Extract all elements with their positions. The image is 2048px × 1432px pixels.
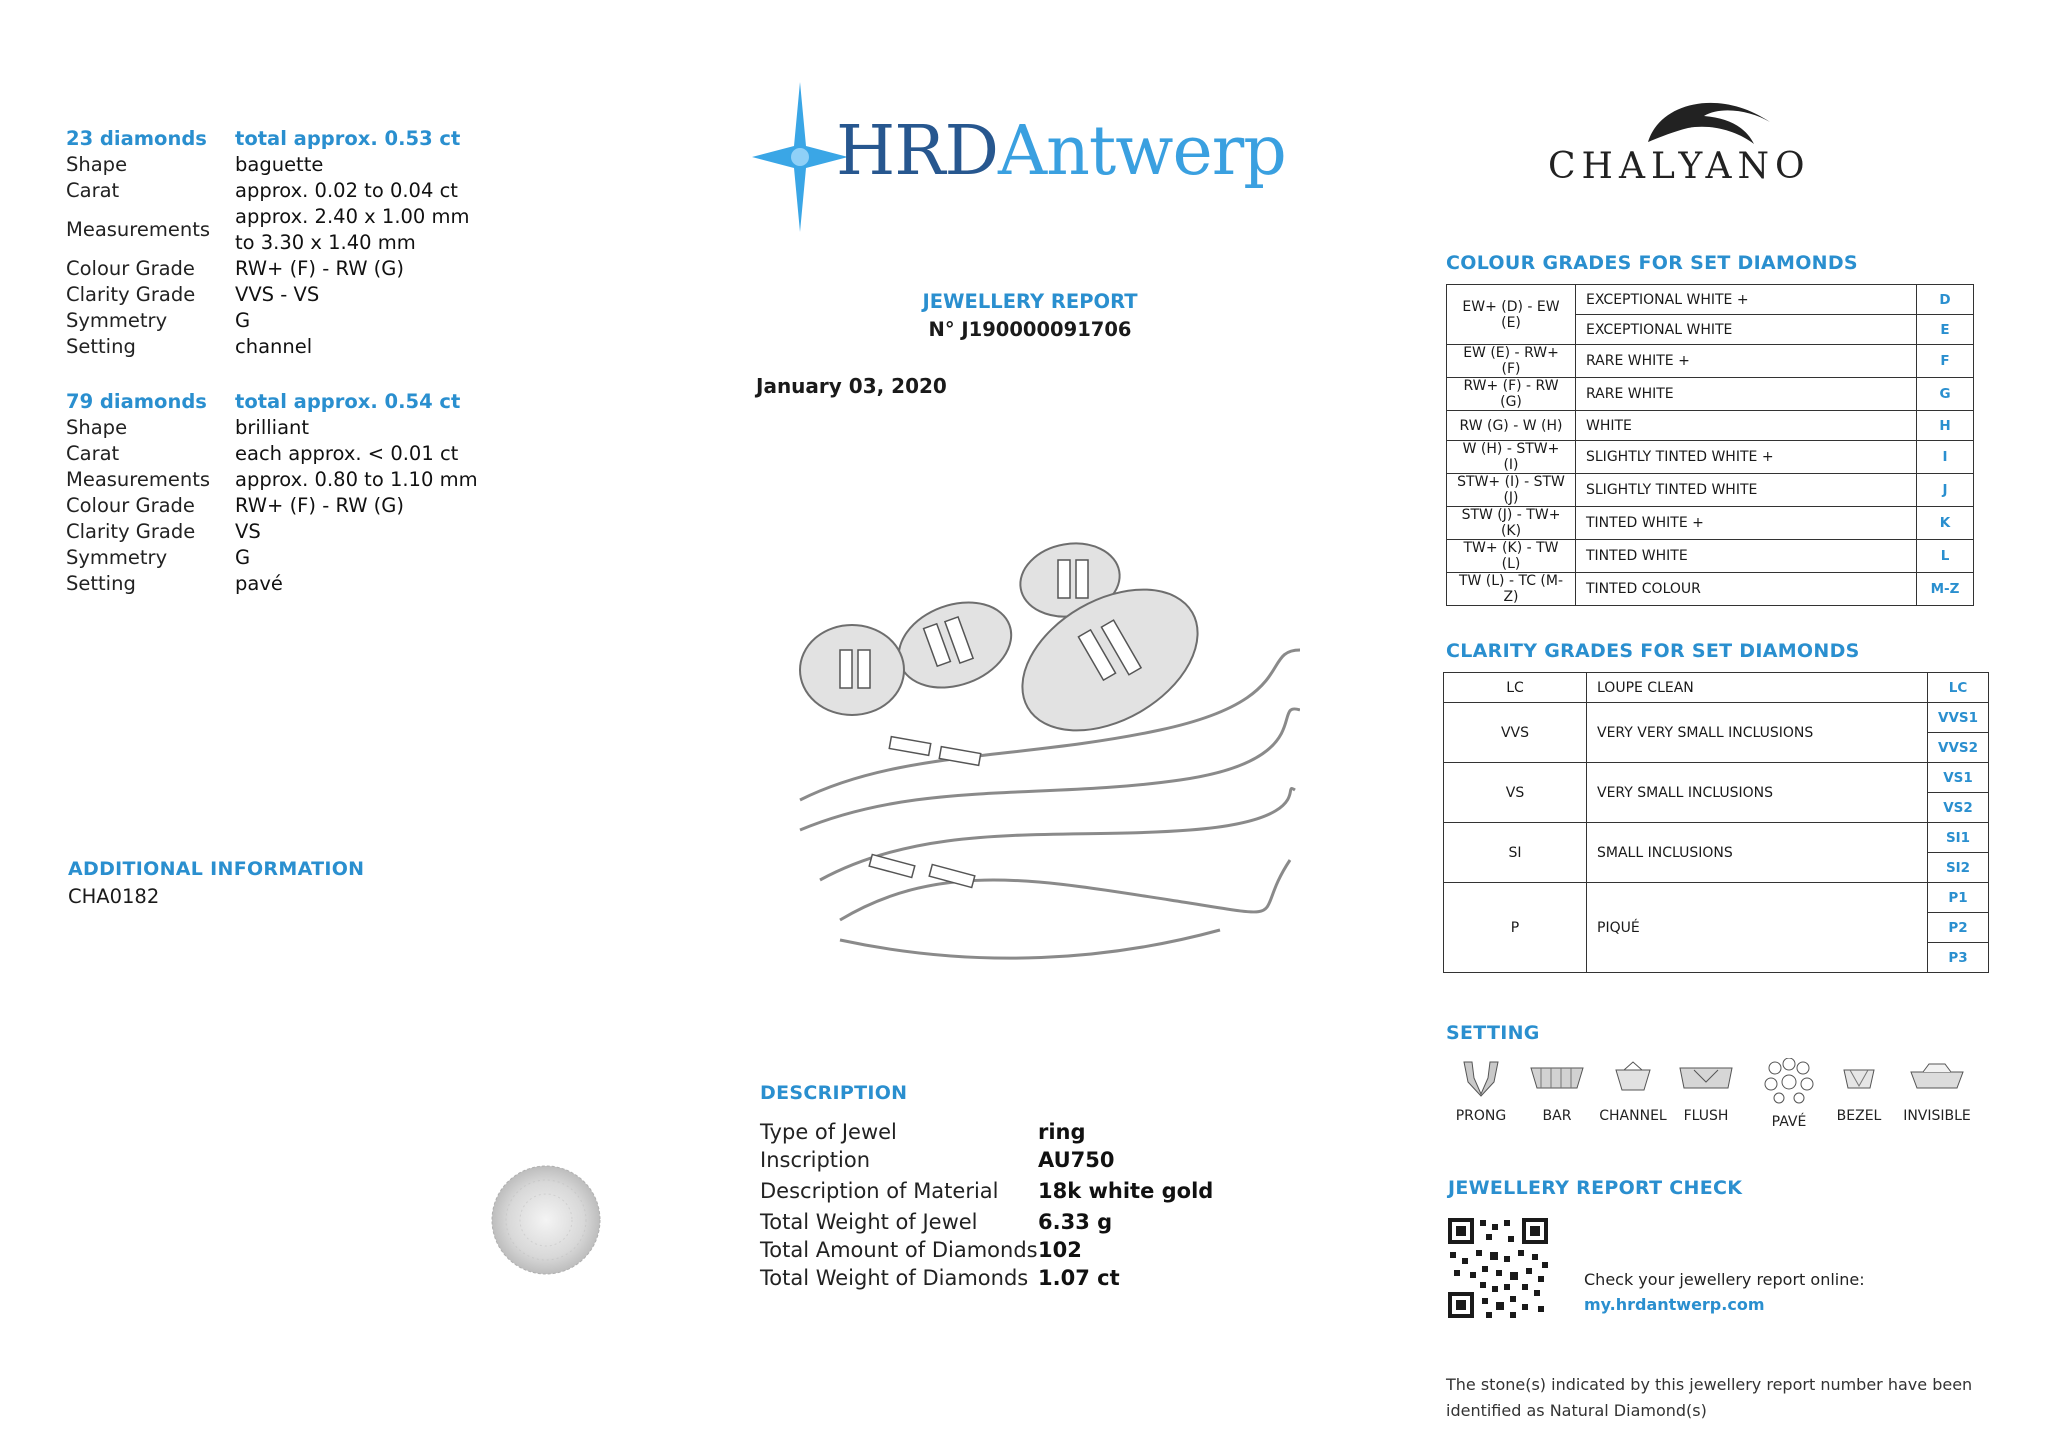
spec-value: brilliant <box>235 416 310 439</box>
colour-desc: SLIGHTLY TINTED WHITE + <box>1576 441 1917 474</box>
clarity-symbol: P3 <box>1928 943 1989 973</box>
clarity-symbol: P2 <box>1928 913 1989 943</box>
clarity-symbol: P1 <box>1928 883 1989 913</box>
clarity-code: SI <box>1444 823 1587 883</box>
clarity-desc: PIQUÉ <box>1587 883 1928 973</box>
clarity-code: LC <box>1444 673 1587 703</box>
spec-label: Measurements <box>66 468 211 491</box>
colour-code: STW (J) - TW+ (K) <box>1447 507 1576 540</box>
clarity-desc: VERY VERY SMALL INCLUSIONS <box>1587 703 1928 763</box>
description-value: ring <box>1038 1120 1086 1144</box>
spec-label: Symmetry <box>66 546 168 569</box>
spec-value: VVS - VS <box>235 283 320 306</box>
description-value: 6.33 g <box>1038 1210 1113 1234</box>
report-number: N° J190000091706 <box>928 318 1132 341</box>
setting-label: INVISIBLE <box>1903 1108 1971 1124</box>
description-label: Total Weight of Jewel <box>760 1210 978 1234</box>
hrd-star-icon <box>752 82 848 232</box>
report-check-title: JEWELLERY REPORT CHECK <box>1448 1177 1743 1199</box>
colour-code: TW+ (K) - TW (L) <box>1447 540 1576 573</box>
spec-value: approx. 2.40 x 1.00 mm <box>235 205 470 228</box>
clarity-symbol: SI2 <box>1928 853 1989 883</box>
clarity-code: VVS <box>1444 703 1587 763</box>
setting-label: CHANNEL <box>1599 1108 1667 1124</box>
setting-bar <box>1516 1058 1598 1124</box>
spec-value: G <box>235 546 251 569</box>
setting-flush <box>1665 1058 1747 1124</box>
natural-diamond-note <box>1446 1372 1972 1424</box>
colour-code: EW (E) - RW+ (F) <box>1447 345 1576 378</box>
colour-desc: RARE WHITE <box>1576 378 1917 411</box>
ring-photo-icon <box>780 500 1300 970</box>
spec-value: approx. 0.02 to 0.04 ct <box>235 179 458 202</box>
additional-info-title: ADDITIONAL INFORMATION <box>68 858 365 880</box>
flush-icon <box>1676 1058 1736 1098</box>
colour-symbol: G <box>1917 378 1974 411</box>
clarity-symbol: VS1 <box>1928 763 1989 793</box>
colour-symbol: K <box>1917 507 1974 540</box>
colour-desc: RARE WHITE + <box>1576 345 1917 378</box>
bezel-icon <box>1836 1058 1882 1098</box>
colour-symbol: D <box>1917 285 1974 315</box>
description-label: Total Weight of Diamonds <box>760 1266 1029 1290</box>
footer-line: The stone(s) indicated by this jewellery report number have been <box>1446 1375 1973 1394</box>
setting-label: BAR <box>1542 1108 1572 1124</box>
colour-code: STW+ (I) - STW (J) <box>1447 474 1576 507</box>
colour-grades-title: COLOUR GRADES FOR SET DIAMONDS <box>1446 252 1858 274</box>
colour-symbol: H <box>1917 411 1974 441</box>
colour-desc: TINTED COLOUR <box>1576 573 1917 606</box>
colour-desc: TINTED WHITE + <box>1576 507 1917 540</box>
colour-desc: EXCEPTIONAL WHITE + <box>1576 285 1917 315</box>
colour-code: TW (L) - TC (M-Z) <box>1447 573 1576 606</box>
colour-symbol: M-Z <box>1917 573 1974 606</box>
spec-label: Clarity Grade <box>66 283 196 306</box>
clarity-symbol: LC <box>1928 673 1989 703</box>
spec-value: channel <box>235 335 313 358</box>
spec-label: Setting <box>66 335 136 358</box>
clarity-desc: SMALL INCLUSIONS <box>1587 823 1928 883</box>
clarity-symbol: VS2 <box>1928 793 1989 823</box>
spec-label: Measurements <box>66 218 211 241</box>
spec-label: Clarity Grade <box>66 520 196 543</box>
report-check-text: Check your jewellery report online: <box>1584 1270 1865 1289</box>
spec-label: Colour Grade <box>66 494 195 517</box>
setting-channel <box>1592 1058 1674 1124</box>
colour-code: W (H) - STW+ (I) <box>1447 441 1576 474</box>
spec-label: Setting <box>66 572 136 595</box>
colour-desc: EXCEPTIONAL WHITE <box>1576 315 1917 345</box>
description-table <box>760 1118 1213 1292</box>
setting-label: FLUSH <box>1683 1108 1729 1124</box>
colour-code: RW (G) - W (H) <box>1447 411 1576 441</box>
footer-line: identified as Natural Diamond(s) <box>1446 1401 1707 1420</box>
setting-prong <box>1440 1058 1522 1124</box>
hologram-seal-icon <box>476 1150 616 1290</box>
spec-value: G <box>235 309 251 332</box>
setting-title: SETTING <box>1446 1022 1540 1044</box>
setting-label: BEZEL <box>1836 1108 1882 1124</box>
description-label: Inscription <box>760 1148 871 1172</box>
clarity-symbol: SI1 <box>1928 823 1989 853</box>
additional-info-value: CHA0182 <box>68 885 160 908</box>
colour-symbol: F <box>1917 345 1974 378</box>
prong-icon <box>1458 1058 1504 1098</box>
spec-value: VS <box>235 520 261 543</box>
clarity-code: VS <box>1444 763 1587 823</box>
spec-label: Carat <box>66 442 120 465</box>
clarity-grades-table <box>1443 672 1989 973</box>
setting-label: PRONG <box>1455 1108 1507 1124</box>
report-date: January 03, 2020 <box>756 374 947 398</box>
setting-invisible <box>1896 1058 1978 1124</box>
spec-label: Shape <box>66 153 128 176</box>
chalyano-logo: CHALYANO <box>1548 146 1811 187</box>
chalyano-emblem-icon <box>1640 92 1780 148</box>
invisible-icon <box>1907 1058 1967 1098</box>
bar-icon <box>1527 1058 1587 1098</box>
spec-label: Carat <box>66 179 120 202</box>
clarity-desc: LOUPE CLEAN <box>1587 673 1928 703</box>
description-label: Description of Material <box>760 1179 999 1203</box>
spec-value: RW+ (F) - RW (G) <box>235 494 405 517</box>
group1-count: 23 diamonds <box>66 127 207 150</box>
spec-value: baguette <box>235 153 324 176</box>
group2-total: total approx. 0.54 ct <box>235 390 461 413</box>
spec-value: RW+ (F) - RW (G) <box>235 257 405 280</box>
clarity-symbol: VVS2 <box>1928 733 1989 763</box>
clarity-code: P <box>1444 883 1587 973</box>
report-title: JEWELLERY REPORT <box>922 290 1138 313</box>
colour-desc: SLIGHTLY TINTED WHITE <box>1576 474 1917 507</box>
group1-total: total approx. 0.53 ct <box>235 127 461 150</box>
colour-desc: WHITE <box>1576 411 1917 441</box>
colour-desc: TINTED WHITE <box>1576 540 1917 573</box>
spec-value: approx. 0.80 to 1.10 mm <box>235 468 478 491</box>
clarity-symbol: VVS1 <box>1928 703 1989 733</box>
spec-value: pavé <box>235 572 283 595</box>
report-check-link[interactable]: my.hrdantwerp.com <box>1584 1295 1765 1314</box>
colour-symbol: I <box>1917 441 1974 474</box>
description-value: 102 <box>1038 1238 1082 1262</box>
spec-label: Colour Grade <box>66 257 195 280</box>
colour-symbol: E <box>1917 315 1974 345</box>
setting-bezel <box>1818 1058 1900 1124</box>
colour-code: RW+ (F) - RW (G) <box>1447 378 1576 411</box>
group2-count: 79 diamonds <box>66 390 207 413</box>
qr-code-icon[interactable] <box>1446 1216 1550 1320</box>
colour-grades-table <box>1446 284 1974 606</box>
description-value: AU750 <box>1038 1148 1115 1172</box>
spec-value: each approx. < 0.01 ct <box>235 442 459 465</box>
description-label: Total Amount of Diamonds <box>760 1238 1038 1262</box>
hrd-logo: HRDAntwerp <box>836 112 1286 191</box>
channel-icon <box>1610 1058 1656 1098</box>
colour-symbol: L <box>1917 540 1974 573</box>
clarity-grades-title: CLARITY GRADES FOR SET DIAMONDS <box>1446 640 1860 662</box>
spec-label: Shape <box>66 416 128 439</box>
spec-value: to 3.30 x 1.40 mm <box>235 231 416 254</box>
description-title: DESCRIPTION <box>760 1082 908 1104</box>
diamond-group-2 <box>66 389 486 597</box>
clarity-desc: VERY SMALL INCLUSIONS <box>1587 763 1928 823</box>
pave-icon <box>1761 1058 1817 1104</box>
colour-code: EW+ (D) - EW (E) <box>1447 285 1576 345</box>
description-label: Type of Jewel <box>760 1120 897 1144</box>
colour-symbol: J <box>1917 474 1974 507</box>
setting-label: PAVÉ <box>1771 1114 1807 1130</box>
description-value: 1.07 ct <box>1038 1266 1120 1290</box>
spec-label: Symmetry <box>66 309 168 332</box>
diamond-group-1 <box>66 126 486 360</box>
description-value: 18k white gold <box>1038 1179 1214 1203</box>
